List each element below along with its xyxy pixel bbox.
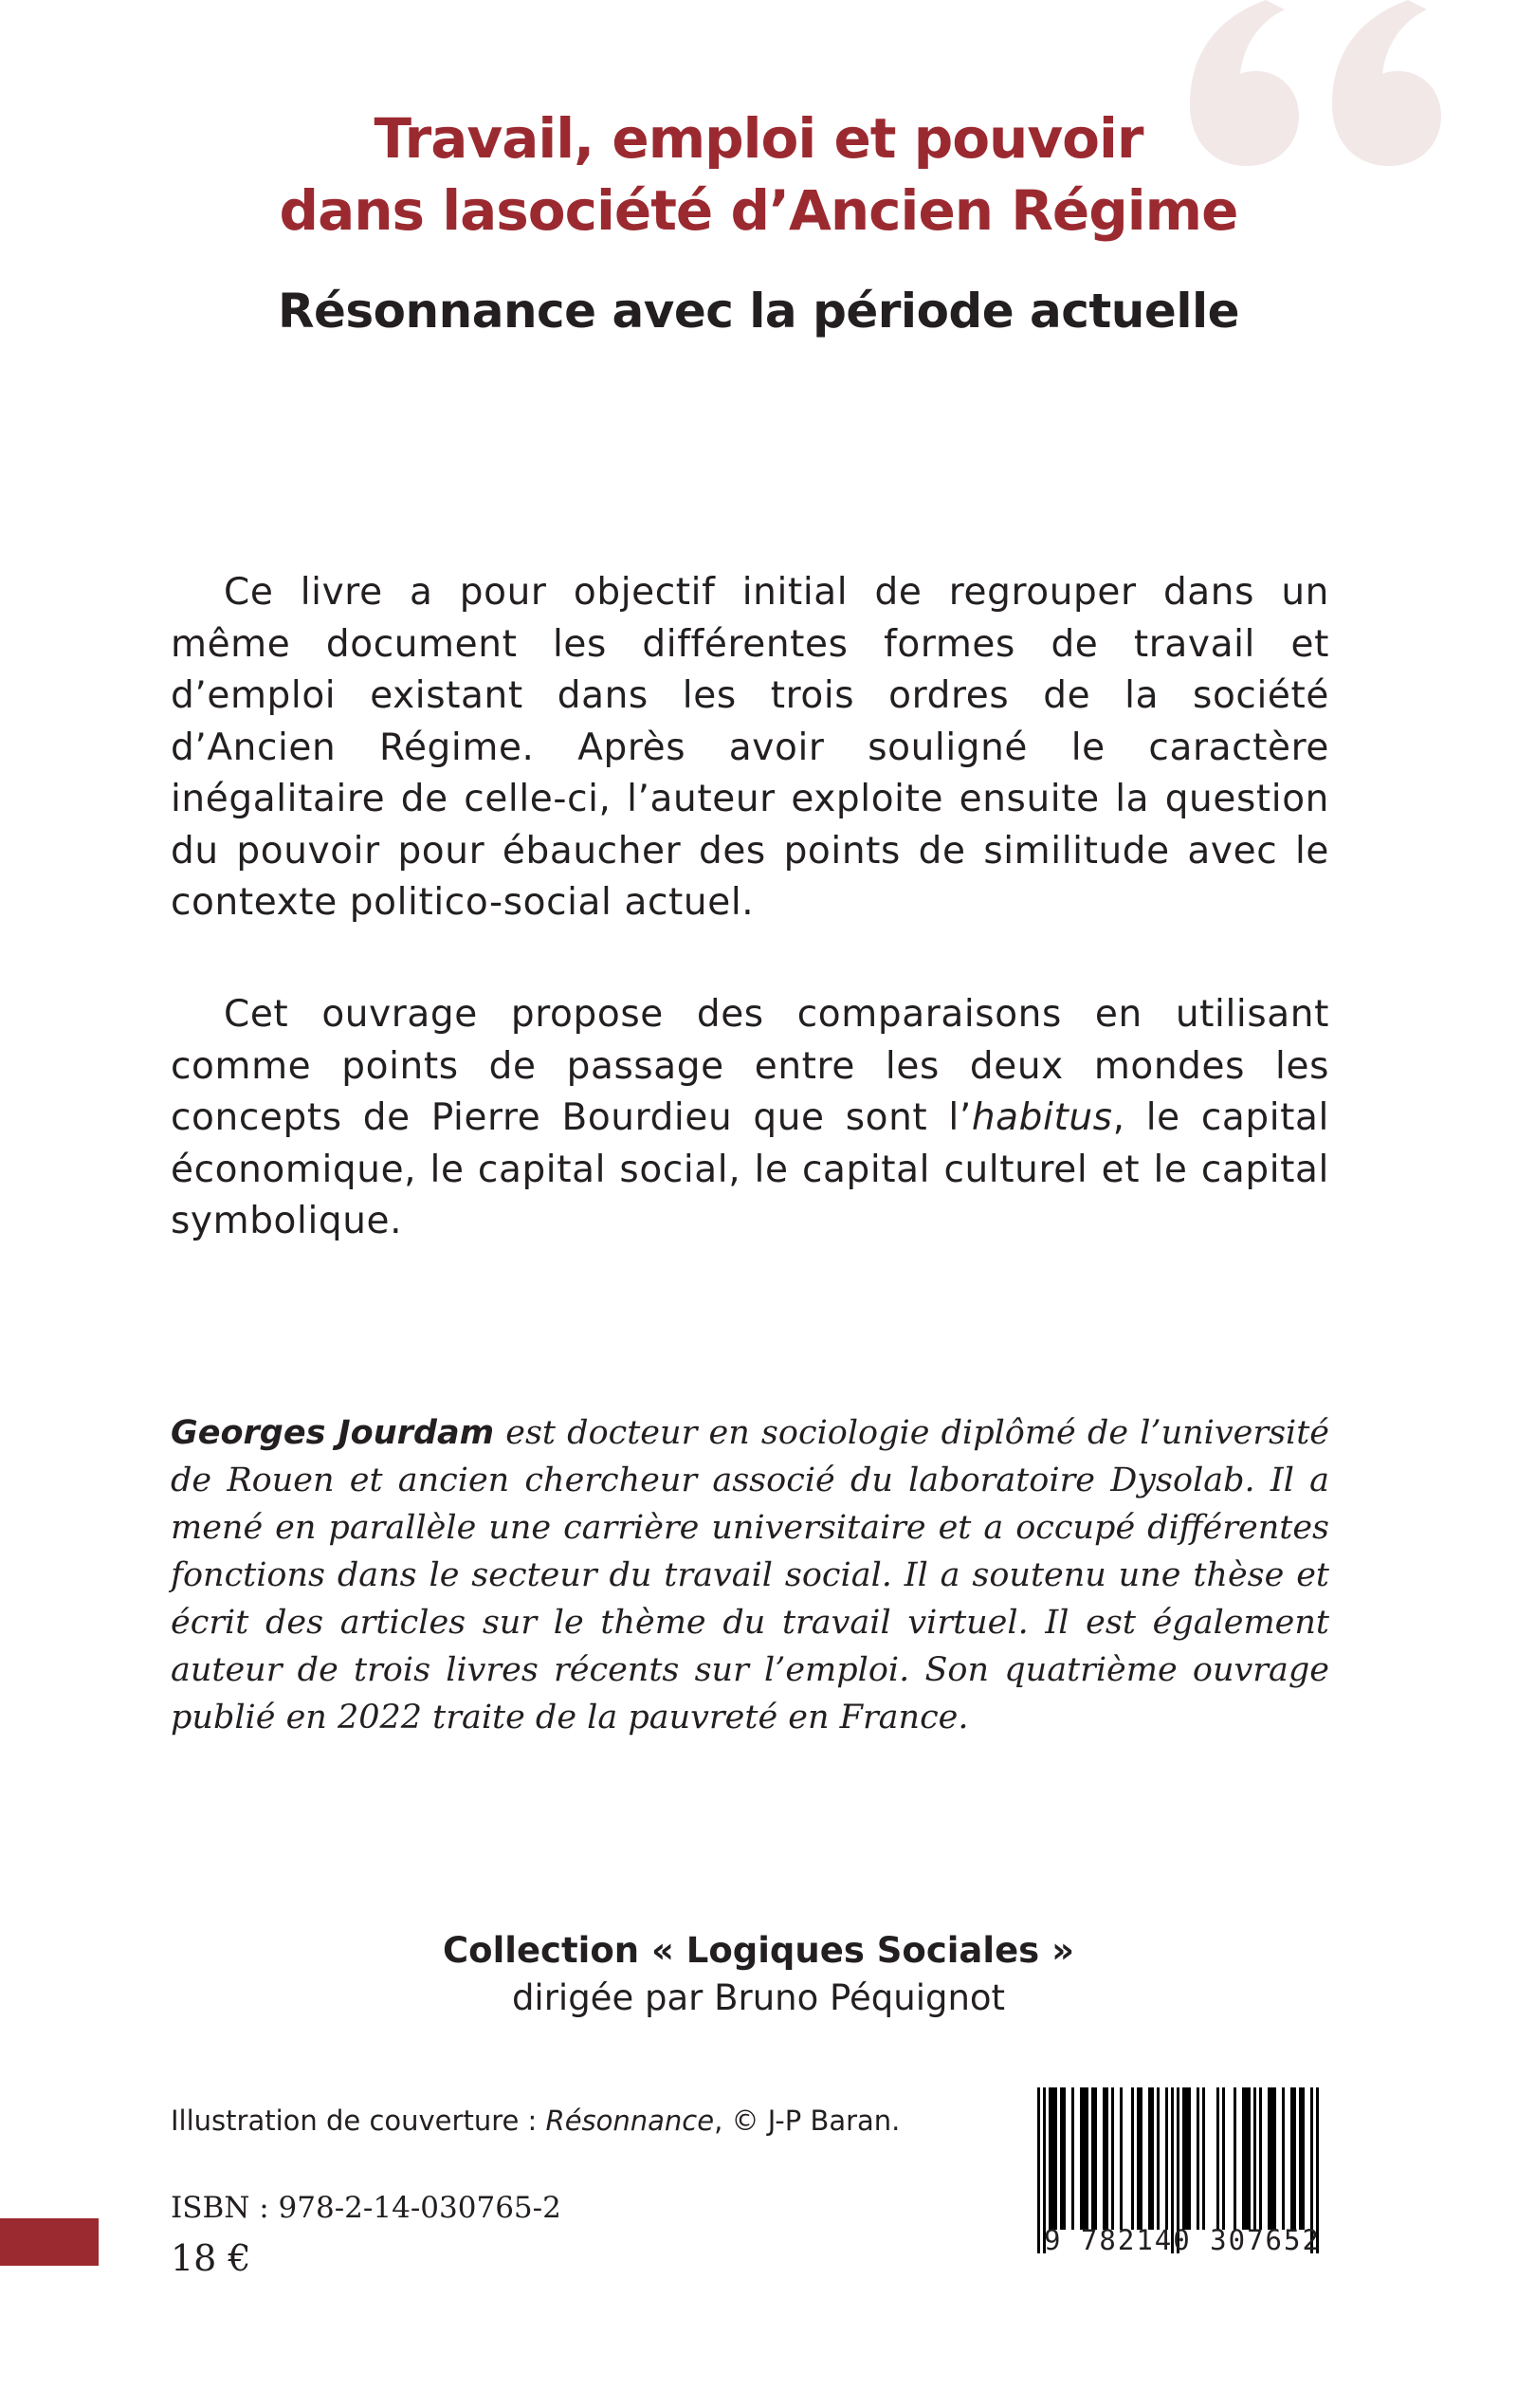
illustration-credit	[171, 2102, 900, 2140]
barcode-bar	[1242, 2087, 1245, 2230]
barcode-bar	[1094, 2087, 1097, 2230]
barcode-bar	[1051, 2087, 1054, 2230]
barcode-bar	[1290, 2087, 1293, 2230]
author-bio	[171, 1409, 1329, 1741]
barcode-bar	[1253, 2087, 1256, 2230]
isbn: ISBN : 978-2-14-030765-2	[171, 2191, 561, 2225]
barcode-bar	[1299, 2087, 1302, 2230]
barcode-bar	[1049, 2087, 1051, 2230]
title-line-1: Travail, emploi et pouvoir	[374, 106, 1143, 171]
barcode-bar	[1063, 2087, 1066, 2230]
barcode-bar	[1103, 2087, 1106, 2230]
author-bio-text: est docteur en sociologie diplômé de l’université de Rouen et ancien chercheur associé du laboratoire Dysolab. Il a mené en parallèle une carrière universitaire et a occupé différentes fonctions dans le secteur du travail social. Il a soutenu une thèse et écrit des articles sur le thème du travail virtuel. Il est également auteur de trois livres récents sur l’emploi. Son quatrième ouvrage publié en 2022 traite de la pauvreté en France.	[171, 1414, 1330, 1737]
barcode-bar	[1060, 2087, 1063, 2230]
barcode-bar	[1091, 2087, 1094, 2230]
collection-info	[0, 1927, 1517, 2022]
book-subtitle: Résonnance avec la période actuelle	[277, 284, 1240, 339]
summary-text-before: Cet ouvrage propose des comparaisons en utilisant comme points de passage entre les deux mondes les concepts de Pierre Bourdieu que sont l’	[171, 993, 1329, 1139]
barcode-bar	[1293, 2087, 1296, 2230]
barcode-bar	[1302, 2087, 1305, 2230]
barcode-bar	[1157, 2087, 1160, 2230]
title-line-2: dans lasociété d’Ancien Régime	[279, 178, 1238, 243]
barcode-bar	[1151, 2087, 1154, 2230]
summary-text-after: , le capital économique, le capital social, le capital culturel et le capital symbolique.	[171, 1096, 1329, 1242]
barcode-bar	[1259, 2087, 1262, 2230]
barcode-bar	[1086, 2087, 1088, 2230]
price: 18 €	[171, 2237, 251, 2279]
barcode-bar	[1268, 2087, 1270, 2230]
barcode-bar	[1188, 2087, 1191, 2230]
barcode-bar	[1216, 2087, 1219, 2230]
barcode-bar	[1197, 2087, 1199, 2230]
barcode-bar	[1273, 2087, 1276, 2230]
accent-bar	[0, 2218, 99, 2266]
collection-director: dirigée par Bruno Péquignot	[511, 1977, 1006, 2018]
barcode-bar	[1054, 2087, 1057, 2230]
barcode-bar	[1282, 2087, 1285, 2230]
barcode-bar	[1131, 2087, 1134, 2230]
barcode-bar	[1137, 2087, 1140, 2230]
illustration-suffix: , © J-P Baran.	[714, 2105, 901, 2137]
barcode-bar	[1140, 2087, 1142, 2230]
book-title	[0, 102, 1517, 247]
summary-paragraph-2	[171, 989, 1329, 1248]
barcode-bar	[1270, 2087, 1273, 2230]
barcode-bar	[1071, 2087, 1074, 2230]
barcode-bar	[1120, 2087, 1123, 2230]
barcode-bar	[1111, 2087, 1114, 2230]
barcode-digits: 9 782140 307652	[1044, 2224, 1321, 2256]
summary-paragraph-1: Ce livre a pour objectif initial de regrouper dans un même document les différentes formes de travail et d’emploi existant dans les trois ordres de la société d’Ancien Régime. Après avoir souligné le caractère inégalitaire de celle-ci, l’auteur exploite ensuite la question du pouvoir pour ébaucher des points de similitude avec le contexte politico-social actuel.	[171, 571, 1329, 924]
author-name: Georges Jourdam	[171, 1414, 495, 1452]
barcode-bar	[1185, 2087, 1188, 2230]
barcode-bar	[1106, 2087, 1108, 2230]
barcode-bar	[1202, 2087, 1205, 2230]
barcode-bar	[1245, 2087, 1248, 2230]
barcode-bar	[1080, 2087, 1083, 2230]
habitus-term: habitus	[971, 1096, 1113, 1139]
barcode-bar	[1083, 2087, 1086, 2230]
collection-name: Collection « Logiques Sociales »	[443, 1930, 1074, 1971]
barcode-bar	[1234, 2087, 1236, 2230]
barcode-bar	[1148, 2087, 1151, 2230]
barcode-bar	[1222, 2087, 1225, 2230]
barcode-bar	[1248, 2087, 1251, 2230]
illustration-title: Résonnance	[545, 2105, 715, 2137]
illustration-prefix: Illustration de couverture :	[171, 2105, 546, 2137]
barcode	[1026, 2084, 1339, 2288]
barcode-bar	[1165, 2087, 1168, 2230]
barcode-bar	[1182, 2087, 1185, 2230]
